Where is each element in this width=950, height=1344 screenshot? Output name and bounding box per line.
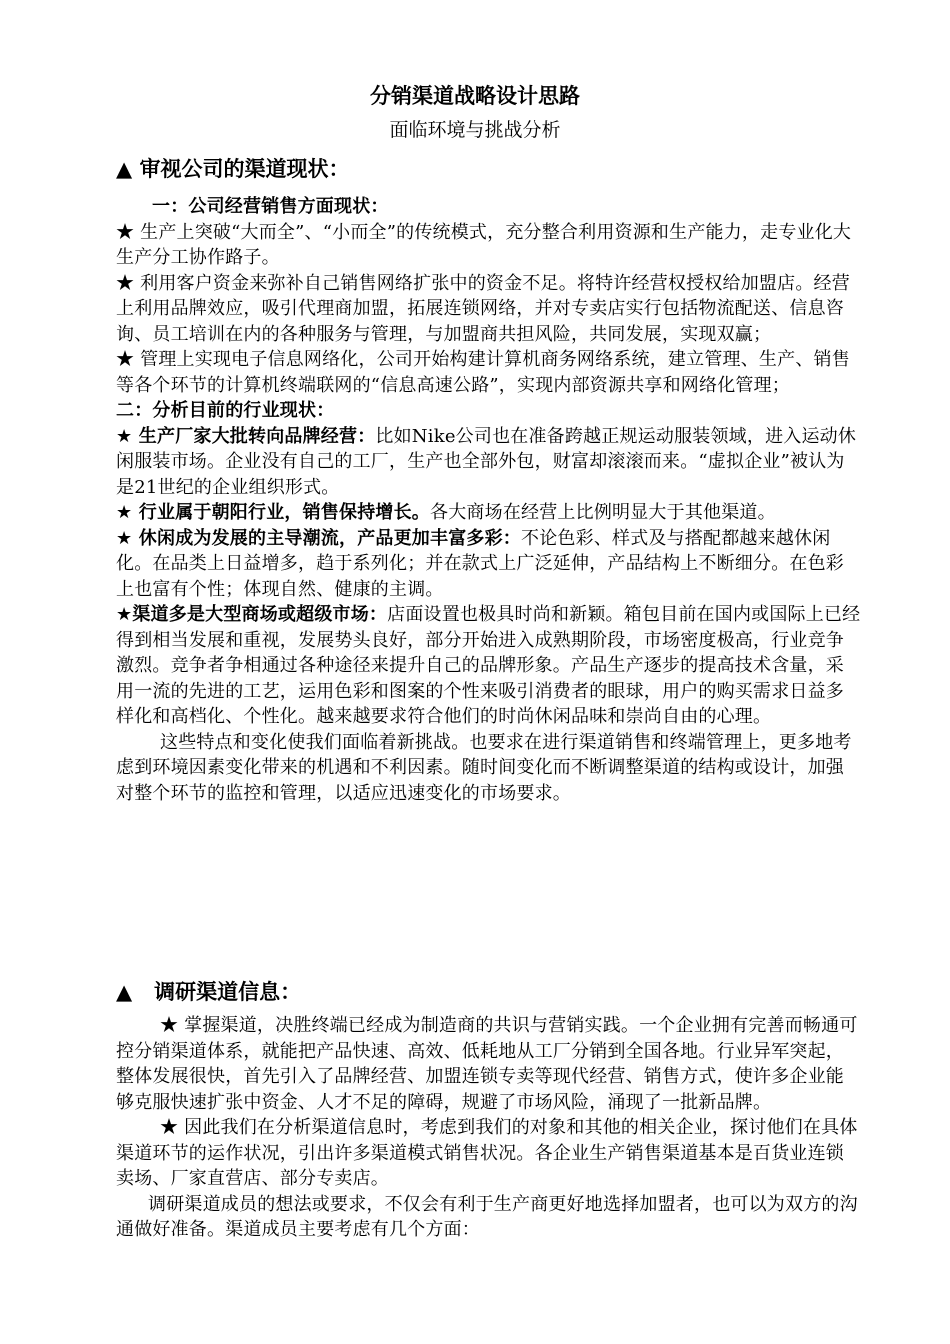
document-subtitle: 面临环境与挑战分析 xyxy=(389,119,561,141)
section1-p6: ★ 休闲成为发展的主导潮流，产品更加丰富多彩：不论色彩、样式及与搭配都越来越休闲化。在品类上日益增多，趋于系列化；并在款式上广泛延伸，产品结构上不断细分。在色彩上也富有个性；体现自然、健康的主调。 xyxy=(116,527,844,600)
section1-sub2: 二：分析目前的行业现状： xyxy=(116,400,335,421)
section2-p2: ★ 因此我们在分析渠道信息时，考虑到我们的对象和其他的相关企业，探讨他们在具体渠道环节的运作状况，引出许多渠道模式销售状况。各企业生产销售渠道基本是百货业连锁卖场、厂家直营店、部分专卖店。 xyxy=(116,1117,858,1189)
section2-body xyxy=(116,1013,861,1243)
section2-p1: ★ 掌握渠道，决胜终端已经成为制造商的共识与营销实践。一个企业拥有完善而畅通可控分销渠道体系，就能把产品快速、高效、低耗地从工厂分销到全国各地。行业异军突起，整体发展很快，首先引入了品牌经营、加盟连锁专卖等现代经营、销售方式，使许多企业能够克服快速扩张中资金、人才不足的障碍，规避了市场风险，涌现了一批新品牌。 xyxy=(116,1015,858,1113)
section1-body xyxy=(116,194,861,806)
section1-p5: ★ 行业属于朝阳行业，销售保持增长。各大商场在经营上比例明显大于其他渠道。 xyxy=(116,502,776,523)
section1-p8: 这些特点和变化使我们面临着新挑战。也要求在进行渠道销售和终端管理上，更多地考虑到环境因素变化带来的机遇和不利因素。随时间变化而不断调整渠道的结构或设计，加强对整个环节的监控和管理，以适应迅速变化的市场要求。 xyxy=(116,731,852,804)
section1-p7: ★渠道多是大型商场或超级市场：店面设置也极具时尚和新颖。箱包目前在国内或国际上已经得到相当发展和重视，发展势头良好，部分开始进入成熟期阶段，市场密度极高，行业竞争激烈。竞争者争相通过各种途径来提升自己的品牌形象。产品生产逐步的提高技术含量，采用一流的先进的工艺，运用色彩和图案的个性来吸引消费者的眼球，用户的购买需求日益多样化和高档化、个性化。越来越要求符合他们的时尚休闲品味和崇尚自由的心理。 xyxy=(116,604,861,727)
section2-p3: 调研渠道成员的想法或要求，不仅会有利于生产商更好地选择加盟者，也可以为双方的沟通做好准备。渠道成员主要考虑有几个方面： xyxy=(116,1193,858,1240)
section1-p4: ★ 生产厂家大批转向品牌经营：比如Nike公司也在准备跨越正规运动服装领域，进入运动休闲服装市场。企业没有自己的工厂，生产也全部外包，财富却滚滚而来。“虚拟企业”被认为是21世纪的企业组织形式。 xyxy=(116,425,857,498)
section1-sub1: 一：公司经营销售方面现状： xyxy=(152,196,389,217)
section1-heading: ▲ 审视公司的渠道现状： xyxy=(116,157,350,181)
section1-p2: ★ 利用客户资金来弥补自己销售网络扩张中的资金不足。将特许经营权授权给加盟店。经营上利用品牌效应，吸引代理商加盟，拓展连锁网络，并对专卖店实行包括物流配送、信息咨询、员工培训在内的各种服务与管理，与加盟商共担风险，共同发展，实现双赢； xyxy=(116,272,850,345)
section2-heading: ▲ 调研渠道信息： xyxy=(116,980,302,1004)
section1-p3: ★ 管理上实现电子信息网络化，公司开始构建计算机商务网络系统，建立管理、生产、销售等各个环节的计算机终端联网的“信息高速公路”，实现内部资源共享和网络化管理； xyxy=(116,349,850,396)
section1-p1: ★ 生产上突破“大而全”、“小而全”的传统模式，充分整合利用资源和生产能力，走专业化大生产分工协作路子。 xyxy=(116,221,852,268)
document-title: 分销渠道战略设计思路 xyxy=(370,84,580,108)
